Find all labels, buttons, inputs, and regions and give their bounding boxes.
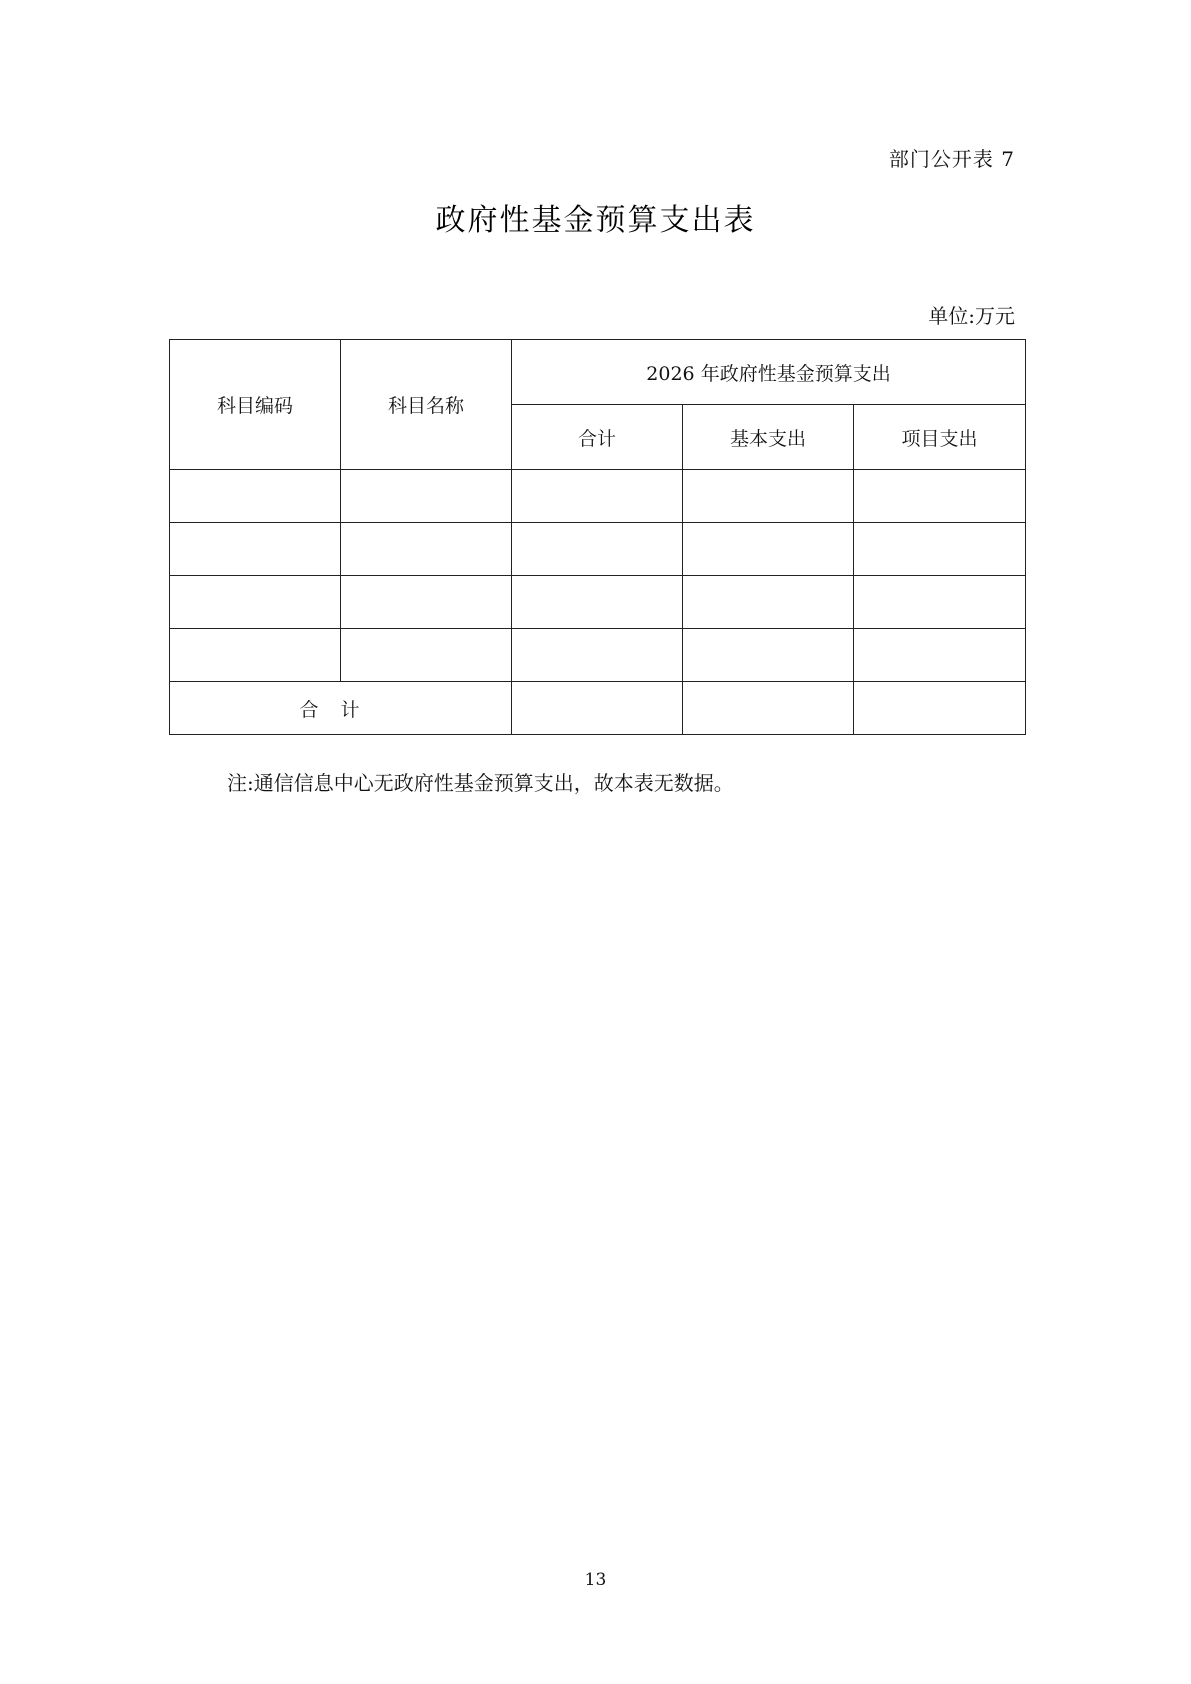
- cell-total: [512, 523, 683, 576]
- cell-code: [170, 470, 341, 523]
- page-number: 13: [584, 1570, 607, 1590]
- table-total-row: [170, 682, 1026, 735]
- unit-label: 单位:万元: [928, 304, 1015, 328]
- header-total: 合计: [512, 405, 683, 470]
- budget-table: [169, 339, 1026, 735]
- cell-code: [170, 629, 341, 682]
- header-name: 科目名称: [341, 340, 512, 470]
- total-basic: [683, 682, 854, 735]
- total-label: 合计: [170, 682, 512, 735]
- cell-code: [170, 576, 341, 629]
- cell-basic: [683, 576, 854, 629]
- header-project: 项目支出: [854, 405, 1026, 470]
- cell-project: [854, 576, 1026, 629]
- table-row: [170, 523, 1026, 576]
- cell-project: [854, 629, 1026, 682]
- table-number-label: 部门公开表 7: [888, 147, 1015, 171]
- table-header-row: [170, 340, 1026, 405]
- table-row: [170, 629, 1026, 682]
- table-note: 注:通信信息中心无政府性基金预算支出，故本表无数据。: [227, 771, 734, 795]
- cell-basic: [683, 523, 854, 576]
- table-row: [170, 470, 1026, 523]
- page-title: 政府性基金预算支出表: [435, 203, 756, 238]
- cell-name: [341, 523, 512, 576]
- cell-basic: [683, 470, 854, 523]
- cell-code: [170, 523, 341, 576]
- cell-total: [512, 470, 683, 523]
- total-project: [854, 682, 1026, 735]
- cell-project: [854, 523, 1026, 576]
- cell-basic: [683, 629, 854, 682]
- header-group: 2026 年政府性基金预算支出: [512, 340, 1026, 405]
- cell-total: [512, 576, 683, 629]
- cell-name: [341, 470, 512, 523]
- cell-total: [512, 629, 683, 682]
- cell-name: [341, 629, 512, 682]
- total-sum: [512, 682, 683, 735]
- table-row: [170, 576, 1026, 629]
- cell-name: [341, 576, 512, 629]
- cell-project: [854, 470, 1026, 523]
- header-code: 科目编码: [170, 340, 341, 470]
- header-basic: 基本支出: [683, 405, 854, 470]
